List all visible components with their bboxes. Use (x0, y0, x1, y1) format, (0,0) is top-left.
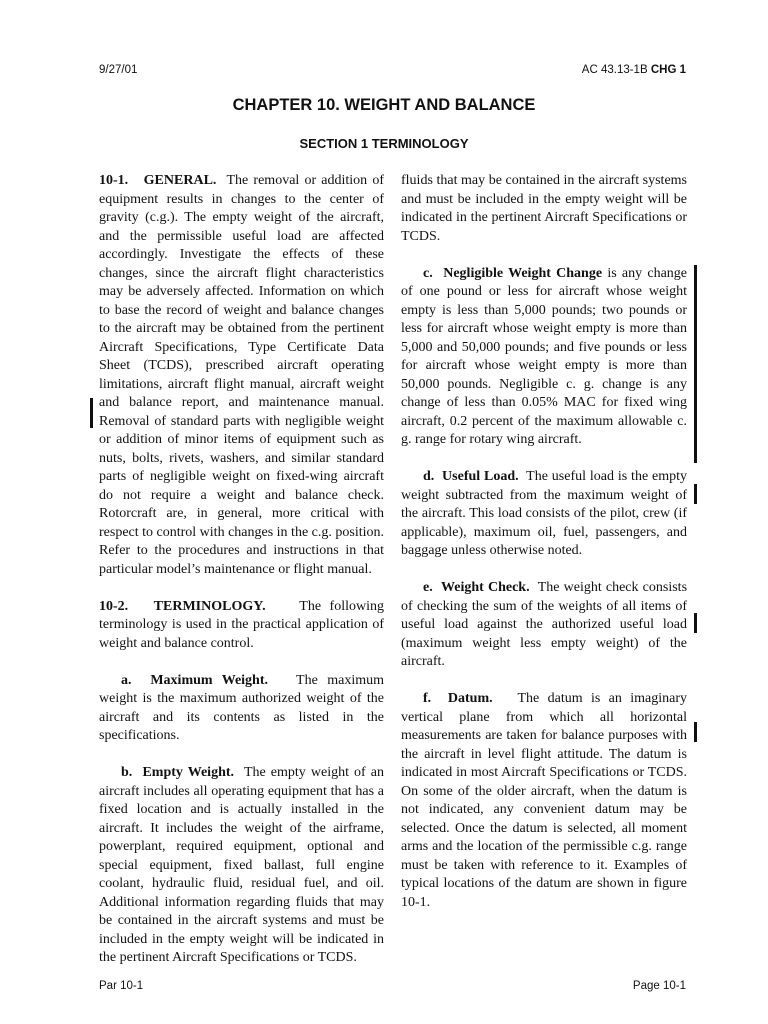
section-title: SECTION 1 TERMINOLOGY (299, 136, 469, 151)
change-number: CHG 1 (650, 64, 686, 76)
para-text: The following terminology is used in the practical application of weight and balance control. (99, 598, 384, 651)
para-label: a. (121, 672, 132, 688)
continuation-text: fluids that may be contained in the aircraft systems and must be included in the empty weight will be indicated in the pertinent Aircraft Specifications or TCDS. (401, 173, 687, 244)
para-heading: Empty Weight. (142, 765, 235, 780)
para-label: c. (423, 265, 433, 281)
para-text: The datum is an imaginary vertical plane from which all horizontal measurements are taken for balance purposes with the aircraft in level flight attitude. The datum is indicated in most Aircraft Specifications or TCDS. On some of the older aircraft, when the datum is not indicated, any convenient datum may be selected. Once the datum is selected, all moment arms and the location of the permissible c.g. range must be taken with reference to it. Examples of typical locations of the datum are shown in figure 10-1. (401, 691, 688, 910)
chapter-title: CHAPTER 10. WEIGHT AND BALANCE (232, 96, 536, 114)
para-heading: GENERAL. (143, 173, 217, 188)
paragraph-datum (401, 690, 687, 912)
para-number: 10-1. (99, 173, 129, 188)
paragraph-general (99, 172, 384, 579)
paragraph-terminology (99, 598, 384, 654)
paragraph-empty-weight (99, 764, 384, 968)
left-column (99, 172, 384, 968)
para-text: is any change of one pound or less for aircraft whose weight empty is less than 5,000 pounds; two pounds or less for aircraft whose weight empty is more than 5,000 and 50,000 pounds; and five pounds or less for aircraft whose weight empty is more than 50,000 pounds. Negligible c. g. change is any change of less than 0.05% MAC for fixed wing aircraft, 0.2 percent of the maximum allowable c. g. range for rotary wing aircraft. (401, 265, 688, 447)
para-text: The maximum weight is the maximum authorized weight of the aircraft and its contents as listed in the specifications. (99, 672, 384, 743)
change-bar (694, 265, 697, 463)
footer-page-number: Page 10-1 (632, 980, 686, 992)
header-date: 9/27/01 (99, 64, 138, 76)
paragraph-useful-load (401, 468, 687, 561)
para-label: d. (423, 469, 435, 484)
paragraph-maximum-weight (99, 672, 384, 746)
para-heading: Useful Load. (442, 469, 519, 484)
paragraph-weight-check (401, 579, 687, 672)
para-text: The empty weight of an aircraft includes all operating equipment that has a fixed location and is actually installed in the aircraft. It includes the weight of the airframe, powerplant, required equipment, optional and special equipment, fixed ballast, full engine coolant, hydraulic fluid, residual fuel, and oil. Additional information regarding fluids that may be contained in the aircraft systems and must be included in the empty weight will be indicated in the pertinent Aircraft Specifications or TCDS. (99, 765, 385, 965)
paragraph-negligible-weight-change (401, 265, 687, 450)
para-label: f. (423, 691, 432, 706)
para-heading: Maximum Weight. (150, 672, 269, 688)
change-bar (694, 484, 697, 504)
para-label: e. (423, 580, 433, 595)
change-bar (90, 398, 93, 428)
para-heading: TERMINOLOGY. (153, 598, 266, 614)
para-heading: Negligible Weight Change (443, 265, 603, 281)
para-label: b. (121, 765, 133, 780)
para-text: The useful load is the empty weight subtracted from the maximum weight of the aircraft. This load consists of the pilot, crew (if applicable), maximum oil, fuel, passengers, and baggage unless otherwise noted. (401, 469, 688, 558)
para-heading: Weight Check. (441, 580, 530, 595)
para-text: The removal or addition of equipment results in changes to the center of gravity (c.g.). The empty weight of the aircraft, and the permissible useful load are affected accordingly. Investigate the effects of these changes, since the aircraft flight characteristics may be adversely affected. Information on which to base the record of weight and balance changes to the aircraft may be obtained from the pertinent Aircraft Specifications, Type Certificate Data Sheet (TCDS), prescribed aircraft operating limitations, aircraft flight manual, aircraft weight and balance report, and maintenance manual. Removal of standard parts with negligible weight or addition of minor items of equipment such as nuts, bolts, rivets, washers, and similar standard parts of negligible weight on fixed-wing aircraft do not require a weight and balance check. Rotorcraft are, in general, more critical with respect to control with changes in the c.g. position. Refer to the procedures and instructions in that particular model’s maintenance or flight manual. (99, 173, 385, 577)
para-number: 10-2. (99, 598, 129, 614)
doc-id: AC 43.13-1B (581, 64, 648, 76)
right-column (401, 172, 687, 912)
para-text: The weight check consists of checking the sum of the weights of all items of useful load against the authorized useful load (maximum weight less empty weight) of the aircraft. (401, 580, 688, 669)
change-bar (694, 722, 697, 742)
right-column-continuation (401, 172, 687, 246)
header-doc-id (582, 64, 686, 76)
change-bar (694, 613, 697, 633)
footer-paragraph-ref: Par 10-1 (99, 980, 144, 992)
para-heading: Datum. (447, 691, 493, 706)
